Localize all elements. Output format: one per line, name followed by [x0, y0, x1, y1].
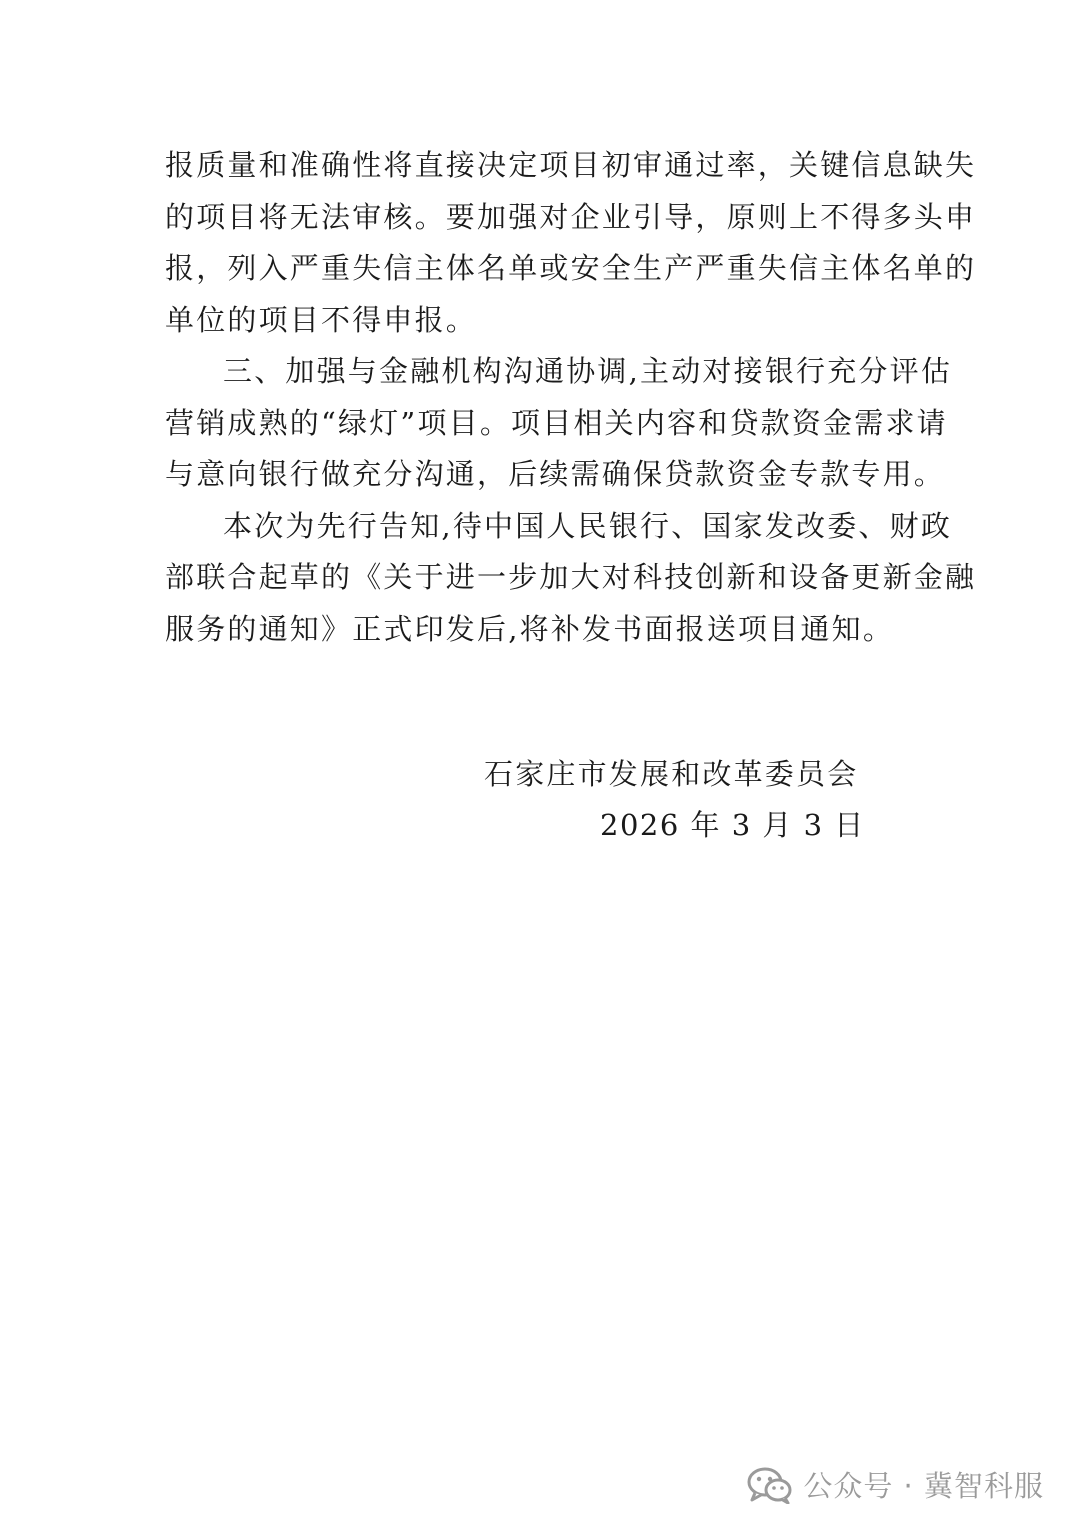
paragraph-3-line-1: 本次为先行告知,待中国人民银行、国家发改委、财政 — [223, 508, 953, 543]
paragraph-1-line-4: 单位的项目不得申报。 — [165, 302, 478, 337]
paragraph-1-line-3: 报，列入严重失信主体名单或安全生产严重失信主体名单的 — [165, 251, 977, 285]
paragraph-1-line-1: 报质量和准确性将直接决定项目初审通过率，关键信息缺失 — [165, 148, 977, 182]
signature-organization: 石家庄市发展和改革委员会 — [484, 757, 859, 791]
paragraph-2-line-2: 营销成熟的“绿灯”项目。项目相关内容和贷款资金需求请 — [165, 405, 948, 440]
document-body — [165, 140, 977, 655]
wechat-icon — [747, 1466, 793, 1504]
watermark-text: 公众号 · 冀智科服 — [803, 1469, 1044, 1503]
paragraph-1-line-2: 的项目将无法审核。要加强对企业引导，原则上不得多头申 — [165, 199, 977, 234]
signature-date: 2026 年 3 月 3 日 — [600, 808, 865, 842]
watermark — [747, 1464, 1044, 1505]
paragraph-3-line-2: 部联合起草的《关于进一步加大对科技创新和设备更新金融 — [165, 560, 977, 594]
paragraph-3-line-3: 服务的通知》正式印发后,将补发书面报送项目通知。 — [165, 611, 895, 646]
paragraph-2-line-1: 三、加强与金融机构沟通协调,主动对接银行充分评估 — [223, 354, 953, 388]
paragraph-2-line-3: 与意向银行做充分沟通，后续需确保贷款资金专款专用。 — [165, 457, 946, 491]
